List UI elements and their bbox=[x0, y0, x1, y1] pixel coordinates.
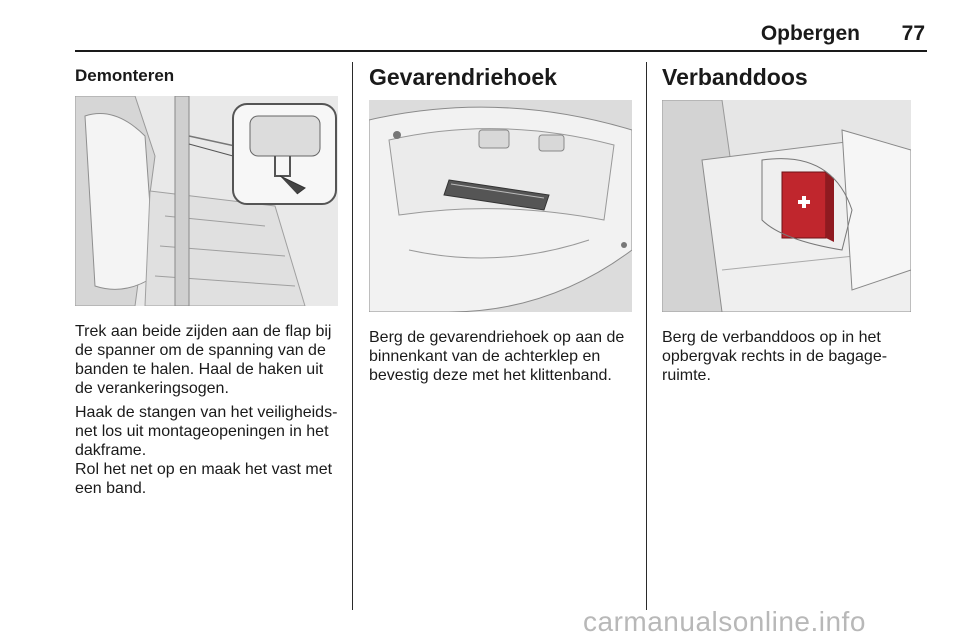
column-divider bbox=[646, 62, 647, 610]
heading-verbanddoos: Verbanddoos bbox=[662, 64, 808, 90]
paragraph: Berg de gevarendriehoek op aan de binnenkant van de achterklep en bevestig deze met het klittenband. bbox=[369, 329, 625, 384]
figure-first-aid-kit bbox=[662, 100, 911, 312]
heading-gevarendriehoek: Gevarendriehoek bbox=[369, 64, 557, 90]
heading-demonteren: Demonteren bbox=[75, 66, 175, 85]
page-number: 77 bbox=[901, 22, 925, 45]
watermark: carmanualsonline.info bbox=[583, 606, 866, 637]
paragraph: Rol het net op en maak het vast met een band. bbox=[75, 461, 333, 497]
paragraph: Haak de stangen van het veiligheidsnet los uit montageopeningen in het dakframe. bbox=[75, 404, 338, 459]
column-divider bbox=[352, 62, 353, 610]
header-rule bbox=[75, 50, 927, 52]
paragraph: Berg de verbanddoos op in het opbergvak rechts in de bagageruimte. bbox=[662, 329, 888, 384]
paragraph: Trek aan beide zijden aan de flap bij de spanner om de spanning van de banden te halen. Haal de haken uit de verankeringsogen. bbox=[75, 323, 332, 397]
running-header-section: Opbergen bbox=[760, 22, 860, 45]
figure-safety-net bbox=[75, 96, 338, 306]
figure-warning-triangle bbox=[369, 100, 632, 312]
